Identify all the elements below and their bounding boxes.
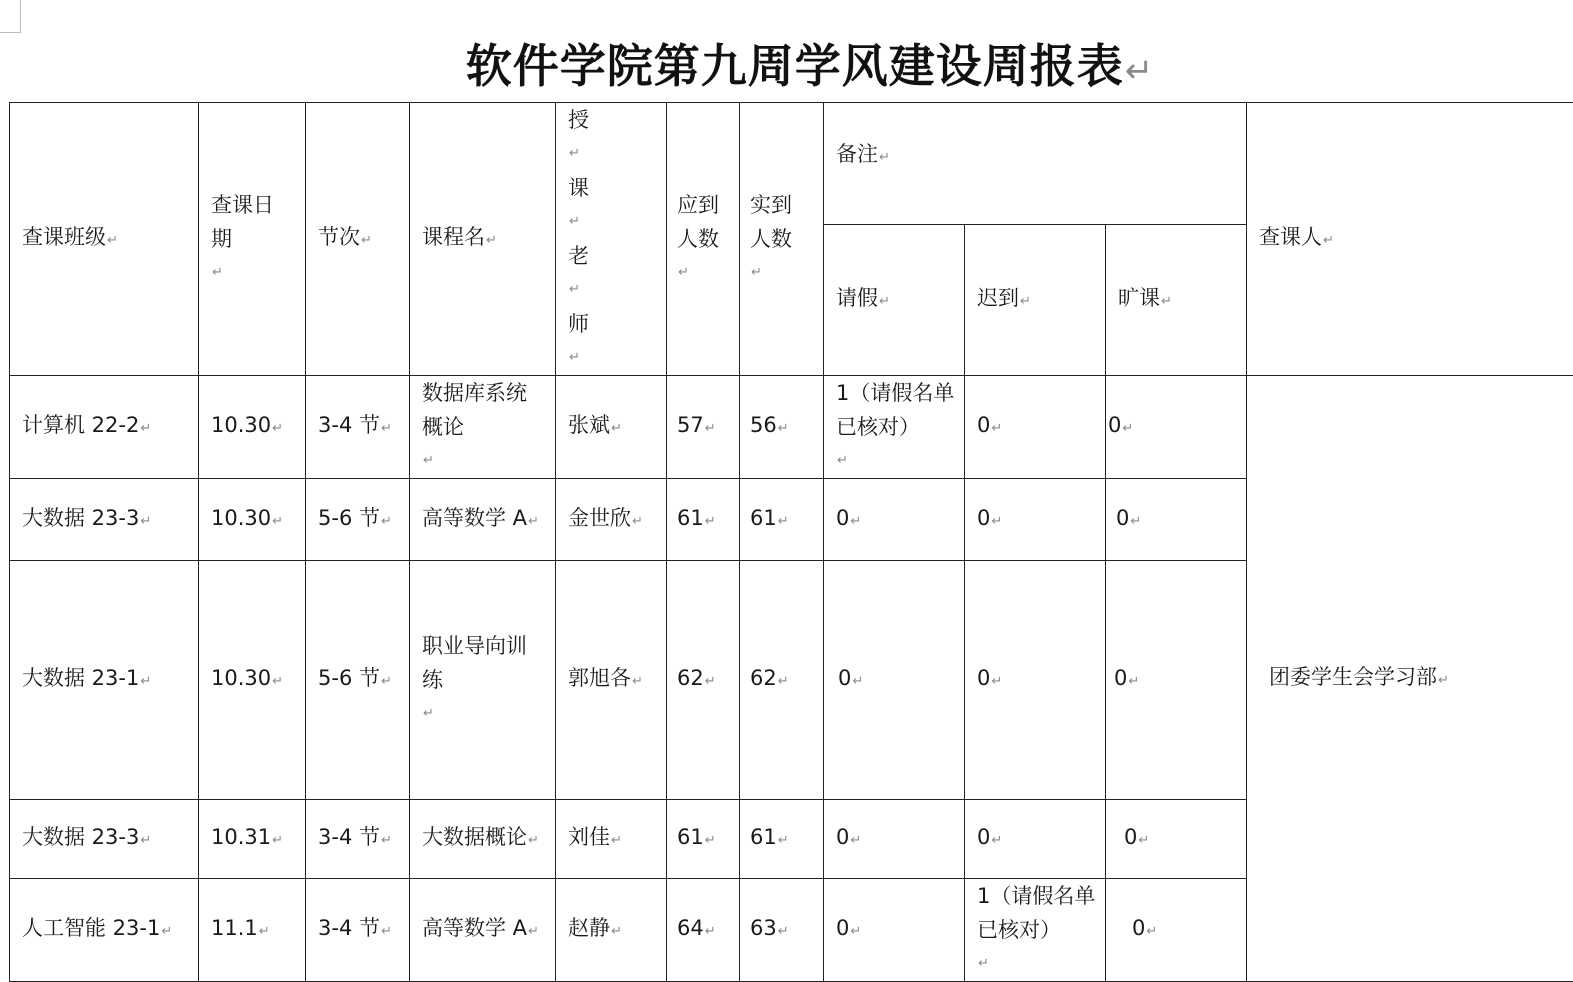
cell-date: 11.1↵ <box>199 879 306 982</box>
cell-expected: 61↵ <box>667 479 740 561</box>
cell-course: 职业导向训 练 ↵ <box>410 561 556 800</box>
header-period: 节次↵ <box>306 103 410 376</box>
cell-class: 大数据 23-1↵ <box>10 561 199 800</box>
cell-actual: 61↵ <box>740 479 824 561</box>
cell-late: 0↵ <box>965 479 1106 561</box>
cell-leave: 0↵ <box>824 879 965 982</box>
cell-course: 数据库系统 概论 ↵ <box>410 376 556 479</box>
cell-date: 10.31↵ <box>199 800 306 879</box>
cell-late: 0↵ <box>965 561 1106 800</box>
header-expected: 应到 人数 ↵ <box>667 103 740 376</box>
cell-class: 大数据 23-3↵ <box>10 479 199 561</box>
cell-absent: 0↵ <box>1106 879 1247 982</box>
cell-leave: 1（请假名单 已核对） ↵ <box>824 376 965 479</box>
header-class: 查课班级↵ <box>10 103 199 376</box>
cell-class: 人工智能 23-1↵ <box>10 879 199 982</box>
cell-absent: 0↵ <box>1106 479 1247 561</box>
cell-expected: 57↵ <box>667 376 740 479</box>
cell-course: 高等数学 A↵ <box>410 479 556 561</box>
cell-period: 3-4 节↵ <box>306 800 410 879</box>
cell-period: 3-4 节↵ <box>306 879 410 982</box>
cell-period: 5-6 节↵ <box>306 561 410 800</box>
cell-expected: 62↵ <box>667 561 740 800</box>
cell-actual: 62↵ <box>740 561 824 800</box>
cell-leave: 0↵ <box>824 561 965 800</box>
cell-actual: 63↵ <box>740 879 824 982</box>
header-absent: 旷课↵ <box>1106 224 1247 375</box>
header-actual: 实到 人数 ↵ <box>740 103 824 376</box>
cell-period: 3-4 节↵ <box>306 376 410 479</box>
cell-leave: 0↵ <box>824 479 965 561</box>
cell-late: 0↵ <box>965 376 1106 479</box>
header-row-1 <box>10 103 1573 225</box>
cell-teacher: 金世欣↵ <box>556 479 667 561</box>
cell-course: 高等数学 A↵ <box>410 879 556 982</box>
cell-date: 10.30↵ <box>199 479 306 561</box>
header-inspector: 查课人↵ <box>1247 103 1573 376</box>
cell-absent: 0↵ <box>1106 800 1247 879</box>
cell-late: 1（请假名单 已核对） ↵ <box>965 879 1106 982</box>
header-teacher: 授 ↵ 课 ↵ 老 ↵ 师 ↵ <box>556 103 667 376</box>
report-table <box>9 102 1573 982</box>
report-title: 软件学院第九周学风建设周报表↵ <box>0 36 1573 101</box>
cell-expected: 64↵ <box>667 879 740 982</box>
cell-absent: 0↵ <box>1106 376 1247 479</box>
cell-absent: 0↵ <box>1106 561 1247 800</box>
header-course: 课程名↵ <box>410 103 556 376</box>
cell-expected: 61↵ <box>667 800 740 879</box>
cell-course: 大数据概论↵ <box>410 800 556 879</box>
cell-date: 10.30↵ <box>199 376 306 479</box>
cell-class: 计算机 22-2↵ <box>10 376 199 479</box>
cell-late: 0↵ <box>965 800 1106 879</box>
header-late: 迟到↵ <box>965 224 1106 375</box>
cell-actual: 56↵ <box>740 376 824 479</box>
header-date: 查课日 期 ↵ <box>199 103 306 376</box>
cell-class: 大数据 23-3↵ <box>10 800 199 879</box>
header-remarks: 备注↵ <box>824 103 1247 225</box>
page-corner-mark <box>0 0 21 33</box>
cell-leave: 0↵ <box>824 800 965 879</box>
cell-actual: 61↵ <box>740 800 824 879</box>
cell-teacher: 郭旭各↵ <box>556 561 667 800</box>
table-row <box>10 376 1573 479</box>
cell-teacher: 刘佳↵ <box>556 800 667 879</box>
header-leave: 请假↵ <box>824 224 965 375</box>
cell-inspector: 团委学生会学习部↵ <box>1247 376 1573 982</box>
cell-teacher: 张斌↵ <box>556 376 667 479</box>
cell-period: 5-6 节↵ <box>306 479 410 561</box>
cell-teacher: 赵静↵ <box>556 879 667 982</box>
cell-date: 10.30↵ <box>199 561 306 800</box>
